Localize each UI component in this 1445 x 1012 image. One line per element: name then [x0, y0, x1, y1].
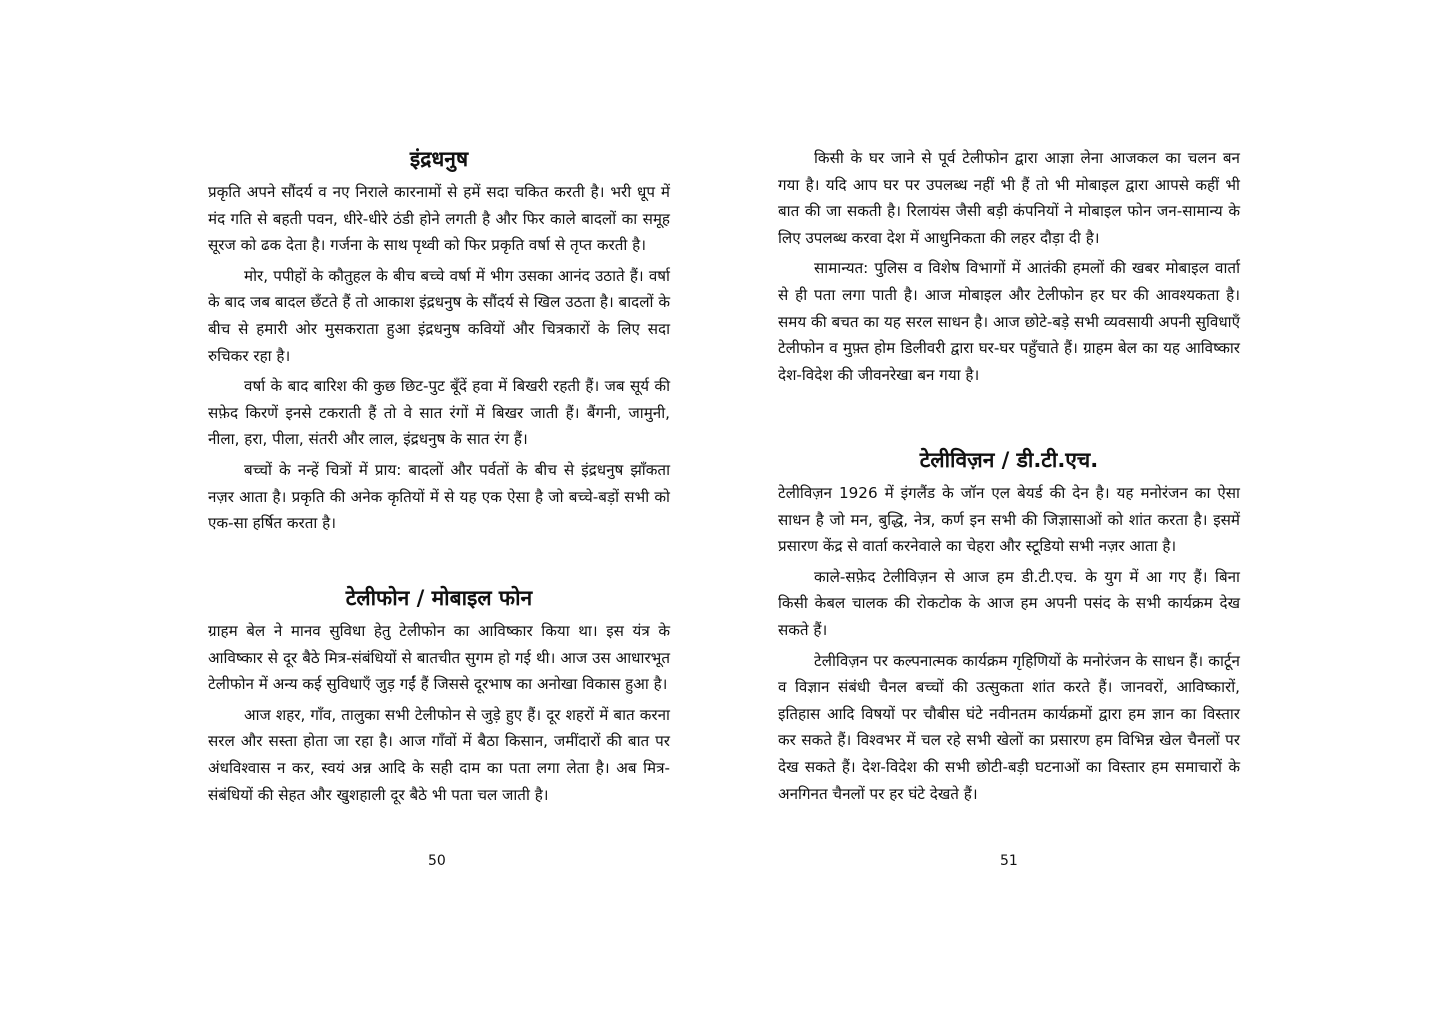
section-television	[778, 440, 1240, 807]
paragraph: टेलीविज़न पर कल्पनात्मक कार्यक्रम गृहिणियों के मनोरंजन के साधन हैं। कार्टून व विज्ञान संबंधी चैनल बच्चों की उत्सुकता शांत करते हैं। जानवरों, आविष्कारों, इतिहास आदि विषयों पर चौबीस घंटे नवीनतम कार्यक्रमों द्वारा हम ज्ञान का विस्तार कर सकते हैं। विश्वभर में चल रहे सभी खेलों का प्रसारण हम विभिन्न खेल चैनलों पर देख सकते हैं। देश-विदेश की सभी छोटी-बड़ी घटनाओं का विस्तार हम समाचारों के अनगिनत चैनलों पर हर घंटे देखते हैं।	[778, 651, 1240, 803]
telephone-continued	[778, 145, 1240, 388]
section-title-rainbow: इंद्रधनुष	[409, 147, 469, 171]
left-page	[208, 0, 670, 1012]
paragraph: काले-सफ़ेद टेलीविज़न से आज हम डी.टी.एच. के युग में आ गए हैं। बिना किसी केबल चालक की रोकटोक के आज हम अपनी पसंद के सभी कार्यक्रम देख सकते हैं।	[778, 567, 1240, 639]
paragraph: बच्चों के नन्हें चित्रों में प्राय: बादलों और पर्वतों के बीच से इंद्रधनुष झाँकता नज़र आता है। प्रकृति की अनेक कृतियों में से यह एक ऐसा है जो बच्चे-बड़ों सभी को एक-सा हर्षित करता है।	[208, 460, 670, 533]
paragraph: प्रकृति अपने सौंदर्य व नए निराले कारनामों से हमें सदा चकित करती है। भरी धूप में मंद गति से बहती पवन, धीरे-धीरे ठंडी होने लगती है और फिर काले बादलों का समूह सूरज को ढक देता है। गर्जना के साथ पृथ्वी को फिर प्रकृति वर्षा से तृप्त करती है।	[208, 183, 670, 255]
page-number: 51	[1000, 853, 1018, 869]
paragraph: किसी के घर जाने से पूर्व टेलीफोन द्वारा आज्ञा लेना आजकल का चलन बन गया है। यदि आप घर पर उपलब्ध नहीं भी हैं तो भी मोबाइल द्वारा आपसे कहीं भी बात की जा सकती है। रिलायंस जैसी बड़ी कंपनियों ने मोबाइल फोन जन-सामान्य के लिए उपलब्ध करवा देश में आधुनिकता की लहर दौड़ा दी है।	[778, 149, 1240, 247]
paragraph: आज शहर, गाँव, तालुका सभी टेलीफोन से जुड़े हुए हैं। दूर शहरों में बात करना सरल और सस्ता होता जा रहा है। आज गाँवों में बैठा किसान, जमींदारों की बात पर अंधविश्वास न कर, स्वयं अन्न आदि के सही दाम का पता लगा लेता है। अब मित्र-संबंधियों की सेहत और खुशहाली दूर बैठे भी पता चल जाती है।	[208, 705, 670, 804]
page-number: 50	[428, 853, 446, 869]
section-telephone	[208, 578, 670, 808]
paragraph: वर्षा के बाद बारिश की कुछ छिट-पुट बूँदें हवा में बिखरी रहती हैं। जब सूर्य की सफ़ेद किरणें इनसे टकराती हैं तो वे सात रंगों में बिखर जाती हैं। बैंगनी, जामुनी, नीला, हरा, पीला, संतरी और लाल, इंद्रधनुष के सात रंग हैं।	[208, 377, 670, 449]
paragraph: टेलीविज़न 1926 में इंगलैंड के जॉन एल बेयर्ड की देन है। यह मनोरंजन का ऐसा साधन है जो मन, बुद्धि, नेत्र, कर्ण इन सभी की जिज्ञासाओं को शांत करता है। इसमें प्रसारण केंद्र से वार्ता करनेवाले का चेहरा और स्टूडियो सभी नज़र आता है।	[778, 484, 1240, 556]
section-title-telephone: टेलीफोन / मोबाइल फोन	[345, 586, 533, 610]
paragraph: मोर, पपीहों के कौतुहल के बीच बच्चे वर्षा में भीग उसका आनंद उठाते हैं। वर्षा के बाद जब बादल छँटते हैं तो आकाश इंद्रधनुष के सौंदर्य से खिल उठता है। बादलों के बीच से हमारी ओर मुसकराता हुआ इंद्रधनुष कवियों और चित्रकारों के लिए सदा रुचिकर रहा है।	[208, 266, 670, 365]
right-page	[778, 0, 1240, 1012]
paragraph: सामान्यत: पुलिस व विशेष विभागों में आतंकी हमलों की खबर मोबाइल वार्ता से ही पता लगा पाती है। आज मोबाइल और टेलीफोन हर घर की आवश्यकता है। समय की बचत का यह सरल साधन है। आज छोटे-बड़े सभी व्यवसायी अपनी सुविधाएँ टेलीफोन व मुफ़्त होम डिलीवरी द्वारा घर-घर पहुँचाते हैं। ग्राहम बेल का यह आविष्कार देश-विदेश की जीवनरेखा बन गया है।	[778, 259, 1240, 384]
section-rainbow	[208, 139, 670, 537]
paragraph: ग्राहम बेल ने मानव सुविधा हेतु टेलीफोन का आविष्कार किया था। इस यंत्र के आविष्कार से दूर बैठे मित्र-संबंधियों से बातचीत सुगम हो गई थी। आज उस आधारभूत टेलीफोन में अन्य कई सुविधाएँ जुड़ गईं हैं जिससे दूरभाष का अनोखा विकास हुआ है।	[208, 622, 670, 694]
section-title-television: टेलीविज़न / डी.टी.एच.	[919, 448, 1099, 472]
